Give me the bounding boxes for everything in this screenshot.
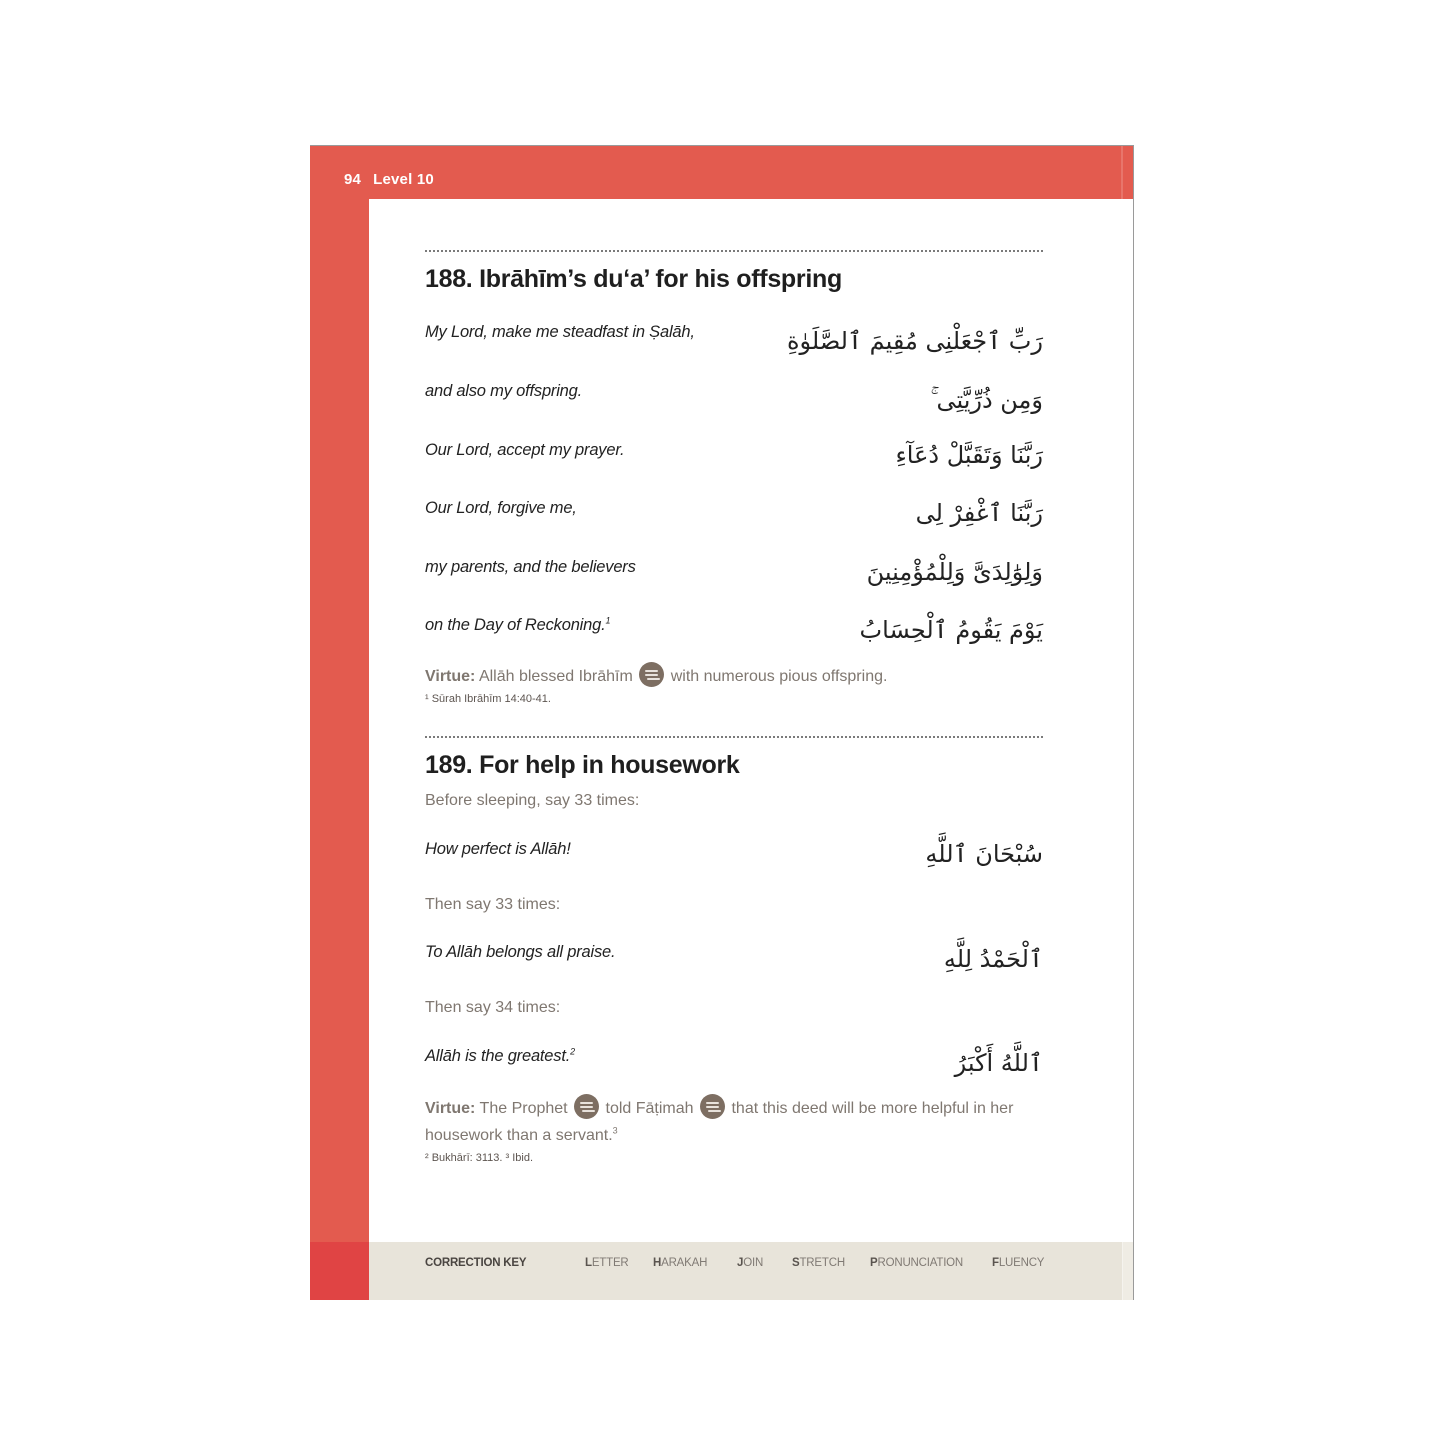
- key-initial: S: [792, 1257, 800, 1269]
- correction-key-bar: [369, 1242, 1122, 1300]
- virtue-text: The Prophet: [479, 1100, 568, 1117]
- left-color-band-bottom: [310, 1242, 369, 1300]
- translation-text: my parents, and the believers: [425, 558, 636, 576]
- book-page: [310, 145, 1134, 1300]
- key-rest: OIN: [743, 1257, 764, 1269]
- translation-text-body: on the Day of Reckoning.: [425, 616, 606, 634]
- translation-text: [425, 616, 610, 635]
- key-initial: L: [585, 1257, 592, 1269]
- key-join: [737, 1257, 763, 1269]
- instruction-text: Then say 33 times:: [425, 896, 561, 913]
- dua-line: [425, 558, 1043, 608]
- arabic-text: يَوْمَ يَقُومُ ٱلْحِسَابُ: [859, 616, 1043, 644]
- arabic-text: رَبِّ ٱجْعَلْنِى مُقِيمَ ٱلصَّلَوٰةِ: [786, 327, 1043, 355]
- translation-text: Our Lord, forgive me,: [425, 499, 577, 517]
- arabic-text: سُبْحَانَ ٱللَّهِ: [925, 840, 1043, 868]
- key-rest: ETTER: [591, 1257, 629, 1269]
- virtue-label: Virtue:: [425, 668, 476, 685]
- footnote: ² Bukhārī: 3113. ³ Ibid.: [425, 1152, 534, 1164]
- virtue-note: [425, 1095, 1045, 1149]
- key-rest: LUENCY: [998, 1257, 1045, 1269]
- footnote-marker: 1: [605, 615, 611, 626]
- correction-key-bar-edge: [1122, 1242, 1133, 1300]
- dhikr-line: [425, 1047, 1043, 1097]
- left-color-band: [310, 146, 369, 1242]
- arabic-text: رَبَّنَا وَتَقَبَّلْ دُعَآءِ: [895, 441, 1043, 469]
- dhikr-line: [425, 943, 1043, 993]
- key-rest: TRETCH: [799, 1257, 845, 1269]
- translation-text: How perfect is Allāh!: [425, 840, 571, 858]
- arabic-text: ٱللَّهُ أَكْبَرُ: [954, 1049, 1043, 1077]
- correction-key-title: CORRECTION KEY: [425, 1257, 527, 1269]
- virtue-text: that this deed will be more helpful in her housework than a servant.: [425, 1100, 1014, 1144]
- dotted-divider: [425, 250, 1043, 252]
- arabic-text: رَبَّنَا ٱغْفِرْ لِى: [915, 499, 1043, 527]
- instruction-text: Before sleeping, say 33 times:: [425, 792, 640, 809]
- footnote-marker: 3: [612, 1125, 618, 1136]
- section-title-188: 188. Ibrāhīm’s du‘a’ for his offspring: [425, 265, 842, 293]
- level-label: Level 10: [373, 171, 434, 188]
- dua-line: [425, 499, 1043, 549]
- arabic-text: وَلِوَٰلِدَىَّ وَلِلْمُؤْمِنِينَ: [866, 558, 1043, 586]
- key-letter: [585, 1257, 629, 1269]
- sallallahu-alayhi-wasallam-honorific-icon: [574, 1094, 599, 1119]
- header-bar-edge: [1121, 146, 1123, 199]
- key-harakah: [653, 1257, 707, 1269]
- footnote-marker: 2: [570, 1046, 575, 1057]
- key-rest: ARAKAH: [661, 1257, 708, 1269]
- dua-line: [425, 616, 1043, 666]
- translation-text: My Lord, make me steadfast in Ṣalāh,: [425, 323, 695, 341]
- arabic-text: وَمِن ذُرِّيَّتِى ۚ: [930, 386, 1043, 414]
- translation-text: To Allāh belongs all praise.: [425, 943, 616, 961]
- key-stretch: [792, 1257, 845, 1269]
- dhikr-line: [425, 840, 1043, 890]
- running-header: [344, 171, 434, 188]
- key-rest: RONUNCIATION: [877, 1257, 964, 1269]
- key-initial: P: [870, 1257, 878, 1269]
- virtue-label: Virtue:: [425, 1100, 476, 1117]
- page-number: 94: [344, 171, 362, 188]
- dotted-divider: [425, 736, 1043, 738]
- section-title-189: 189. For help in housework: [425, 751, 740, 779]
- translation-text: [425, 1047, 575, 1066]
- key-initial: J: [737, 1257, 744, 1269]
- key-pronunciation: [870, 1257, 963, 1269]
- arabic-text: ٱلْحَمْدُ لِلَّهِ: [943, 945, 1043, 973]
- instruction-text: Then say 34 times:: [425, 999, 561, 1016]
- key-initial: F: [992, 1257, 999, 1269]
- radiyallahu-anha-honorific-icon: [700, 1094, 725, 1119]
- key-initial: H: [653, 1257, 662, 1269]
- key-fluency: [992, 1257, 1044, 1269]
- virtue-text: told Fāṭimah: [605, 1100, 694, 1117]
- dua-line: [425, 382, 1043, 432]
- dua-line: [425, 441, 1043, 491]
- translation-text: and also my offspring.: [425, 382, 583, 400]
- virtue-text: with numerous pious offspring.: [670, 668, 888, 685]
- footnote: ¹ Sūrah Ibrāhīm 14:40-41.: [425, 693, 551, 705]
- alayhis-salam-honorific-icon: [639, 662, 664, 687]
- virtue-text: Allāh blessed Ibrāhīm: [478, 668, 633, 685]
- translation-text-body: Allāh is the greatest.: [425, 1047, 571, 1065]
- translation-text: Our Lord, accept my prayer.: [425, 441, 625, 459]
- virtue-note: [425, 663, 1045, 690]
- dua-line: [425, 323, 1043, 373]
